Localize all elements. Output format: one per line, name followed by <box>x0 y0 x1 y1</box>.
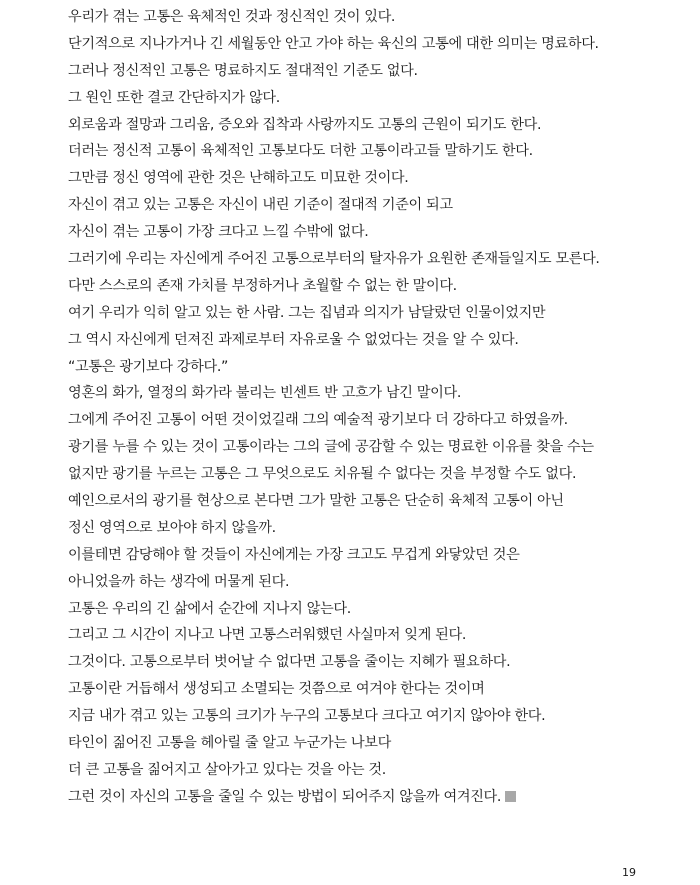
last-text-line <box>68 784 668 811</box>
text-line: 그러나 정신적인 고통은 명료하지도 절대적인 기준도 없다. <box>68 62 418 79</box>
text-line: 없지만 광기를 누르는 고통은 그 무엇으로도 치유될 수 없다는 것을 부정할 수도 없다. <box>68 466 577 483</box>
text-line: 자신이 겪고 있는 고통은 자신이 내린 기준이 절대적 기준이 되고 <box>68 197 453 214</box>
text-line: 아니었을까 하는 생각에 머물게 된다. <box>68 573 290 590</box>
text-line: 고통이란 거듭해서 생성되고 소멸되는 것쯤으로 여겨야 한다는 것이며 <box>68 681 485 698</box>
text-line: 단기적으로 지나가거나 긴 세월동안 안고 가야 하는 육신의 고통에 대한 의미는 명료하다. <box>68 35 599 52</box>
text-line: 그 역시 자신에게 던져진 과제로부터 자유로울 수 없었다는 것을 알 수 있다. <box>68 331 519 348</box>
text-line: 타인이 짊어진 고통을 헤아릴 줄 알고 누군가는 나보다 <box>68 735 391 752</box>
text-line: 그것이다. 고통으로부터 벗어날 수 없다면 고통을 줄이는 지혜가 필요하다. <box>68 654 511 671</box>
text-line: 더 큰 고통을 짊어지고 살아가고 있다는 것을 아는 것. <box>68 761 386 778</box>
text-line: 고통은 우리의 긴 삶에서 순간에 지나지 않는다. <box>68 600 351 617</box>
text-line: 지금 내가 겪고 있는 고통의 크기가 누구의 고통보다 크다고 여기지 않아야 한다. <box>68 708 546 725</box>
text-line: 정신 영역으로 보아야 하지 않을까. <box>68 519 276 536</box>
text-line: 그 원인 또한 결코 간단하지가 않다. <box>68 89 280 106</box>
end-mark-icon <box>505 791 516 802</box>
last-line-text: 그런 것이 자신의 고통을 줄일 수 있는 방법이 되어주지 않을까 여겨진다. <box>68 788 502 805</box>
text-line: 그만큼 정신 영역에 관한 것은 난해하고도 미묘한 것이다. <box>68 170 409 187</box>
text-line: 우리가 겪는 고통은 육체적인 것과 정신적인 것이 있다. <box>68 9 396 25</box>
text-line: 그에게 주어진 고통이 어떤 것이었길래 그의 예술적 광기보다 더 강하다고 하였을까. <box>68 412 568 429</box>
body-text <box>68 4 668 811</box>
text-line: 자신이 겪는 고통이 가장 크다고 느낄 수밖에 없다. <box>68 224 369 241</box>
text-line: 예인으로서의 광기를 현상으로 본다면 그가 말한 고통은 단순히 육체적 고통이 아닌 <box>68 493 564 510</box>
text-line: 더러는 정신적 고통이 육체적인 고통보다도 더한 고통이라고들 말하기도 한다. <box>68 143 533 160</box>
text-line: 그리고 그 시간이 지나고 나면 고통스러워했던 사실마저 잊게 된다. <box>68 627 467 644</box>
text-line: 외로움과 절망과 그리움, 증오와 집착과 사랑까지도 고통의 근원이 되기도 한다. <box>68 116 542 133</box>
page-number: 19 <box>622 866 636 879</box>
text-line: 영혼의 화가, 열정의 화가라 불리는 빈센트 반 고흐가 남긴 말이다. <box>68 385 461 402</box>
text-line: 이를테면 감당해야 할 것들이 자신에게는 가장 크고도 무겁게 와닿았던 것은 <box>68 546 520 563</box>
text-line: 광기를 누를 수 있는 것이 고통이라는 그의 글에 공감할 수 있는 명료한 이유를 찾을 수는 <box>68 439 594 456</box>
quote-line: “고통은 광기보다 강하다.” <box>68 358 229 375</box>
text-line: 여기 우리가 익히 알고 있는 한 사람. 그는 집념과 의지가 남달랐던 인물이었지만 <box>68 304 546 321</box>
text-line: 다만 스스로의 존재 가치를 부정하거나 초월할 수 없는 한 말이다. <box>68 277 457 294</box>
text-line: 그러기에 우리는 자신에게 주어진 고통으로부터의 탈자유가 요원한 존재들일지도 모른다. <box>68 251 600 268</box>
